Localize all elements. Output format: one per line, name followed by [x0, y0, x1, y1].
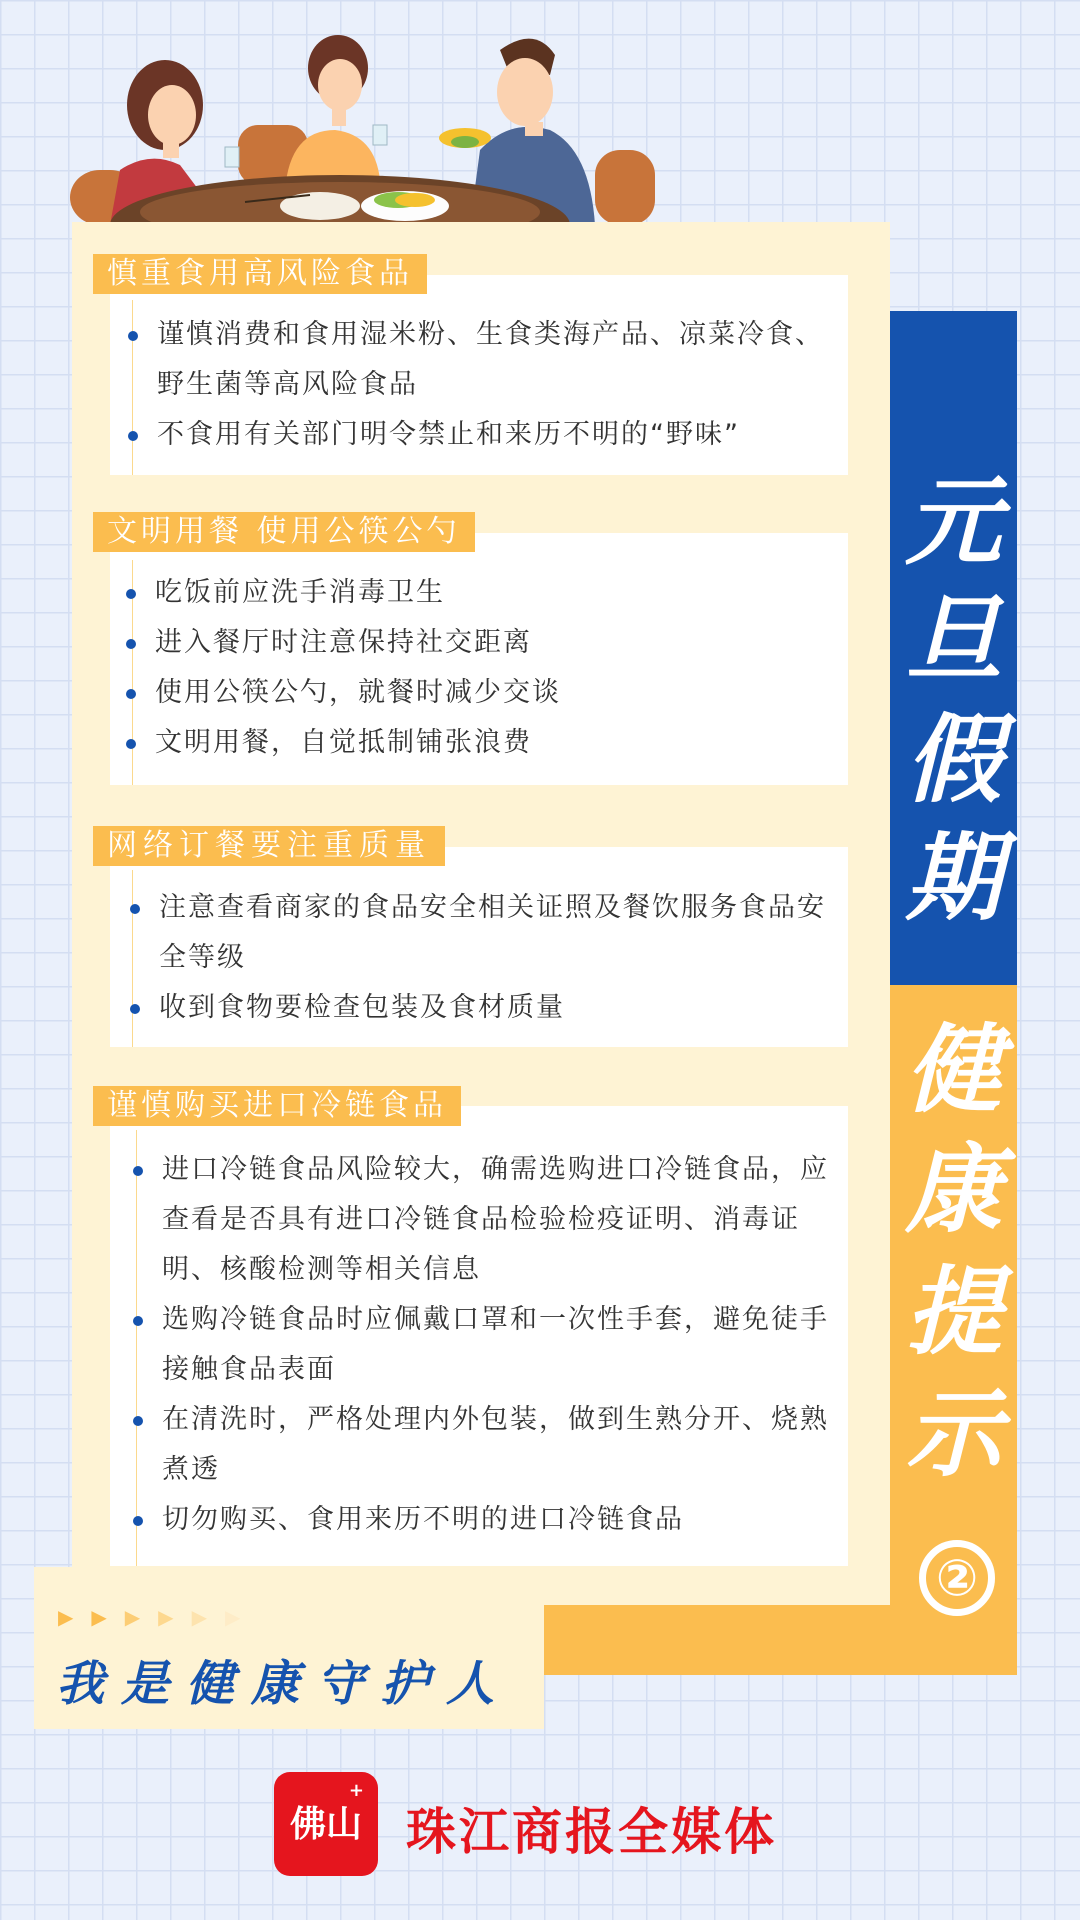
side-subtitle-char: 示	[905, 1378, 1002, 1490]
section-list-2	[155, 568, 835, 768]
section-heading-3: 网络订餐要注重质量	[93, 826, 445, 866]
side-subtitle-char: 健	[905, 1014, 1002, 1126]
side-title-char: 假	[905, 704, 1002, 816]
list-item: 吃饭前应洗手消毒卫生	[155, 568, 835, 618]
section-list-1	[157, 310, 837, 460]
side-title-char: 元	[905, 466, 1002, 578]
list-item: 选购冷链食品时应佩戴口罩和一次性手套，避免徒手接触食品表面	[162, 1295, 838, 1395]
section-heading-2: 文明用餐 使用公筷公勺	[93, 512, 475, 552]
brand-name: 珠江商报全媒体	[406, 1803, 777, 1861]
list-item: 在清洗时，严格处理内外包装，做到生熟分开、烧熟煮透	[162, 1395, 838, 1495]
side-title-char: 旦	[905, 584, 1002, 696]
section-heading-4: 谨慎购买进口冷链食品	[93, 1086, 461, 1126]
side-subtitle-char: 提	[905, 1256, 1002, 1368]
side-banner-ledge	[540, 1605, 890, 1675]
family-dining-illustration	[70, 30, 670, 225]
side-subtitle-char: 康	[905, 1134, 1002, 1246]
divider-line	[132, 870, 133, 1047]
list-item: 切勿购买、食用来历不明的进口冷链食品	[162, 1495, 838, 1545]
divider-line	[136, 1130, 137, 1566]
section-list-3	[159, 883, 839, 1033]
list-item: 使用公筷公勺，就餐时减少交谈	[155, 668, 835, 718]
list-item: 收到食物要检查包装及食材质量	[159, 983, 839, 1033]
list-item: 进入餐厅时注意保持社交距离	[155, 618, 835, 668]
section-list-4	[162, 1145, 838, 1545]
slogan-card	[34, 1567, 544, 1729]
list-item: 进口冷链食品风险较大，确需选购进口冷链食品，应查看是否具有进口冷链食品检验检疫证明、消毒证明、核酸检测等相关信息	[162, 1145, 838, 1295]
divider-line	[132, 300, 133, 475]
list-item: 不食用有关部门明令禁止和来历不明的“野味”	[157, 410, 837, 460]
arrow-decoration: ▶▶▶▶▶▶	[58, 1605, 259, 1629]
logo-plus: +	[348, 1780, 364, 1801]
list-item: 文明用餐，自觉抵制铺张浪费	[155, 718, 835, 768]
part-number-badge: ②	[919, 1540, 995, 1616]
list-item: 注意查看商家的食品安全相关证照及餐饮服务食品安全等级	[159, 883, 839, 983]
list-item: 谨慎消费和食用湿米粉、生食类海产品、凉菜冷食、野生菌等高风险食品	[157, 310, 837, 410]
section-heading-1: 慎重食用高风险食品	[93, 254, 427, 294]
logo-text: 佛山	[289, 1803, 362, 1845]
chair-right	[595, 150, 655, 225]
foshan-logo	[274, 1772, 378, 1876]
woman-middle	[285, 35, 387, 190]
slogan-text: 我是健康守护人	[56, 1656, 512, 1712]
side-title-char: 期	[905, 822, 1002, 934]
